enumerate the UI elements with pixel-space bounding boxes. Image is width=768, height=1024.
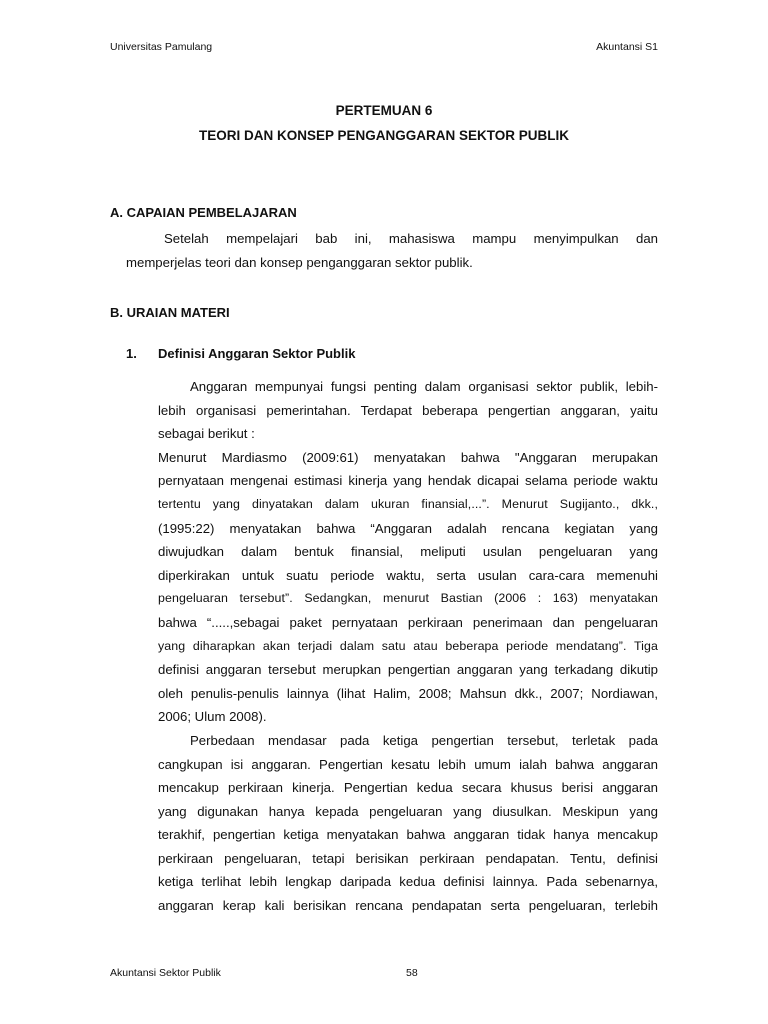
footer-course: Akuntansi Sektor Publik [110,967,221,979]
text-line: yang diharapkan akan terjadi dalam satu atau beberapa periode mendatang”. Tiga [158,638,658,653]
text-line: definisi anggaran tersebut merupkan pengertian anggaran yang terkadang dikutip [158,662,658,678]
running-header [110,41,658,53]
meeting-title: PERTEMUAN 6 [335,103,433,118]
text-line: Perbedaan mendasar pada ketiga pengertian tersebut, terletak pada [190,732,658,748]
text-line: mencakup perkiraan kinerja. Pengertian kedua secara khusus berisi anggaran [158,780,658,796]
text-line: anggaran kerap kali berisikan rencana pendapatan serta pengeluaran, terlebih [158,898,658,914]
text-line: tertentu yang dinyatakan dalam ukuran finansial,...”. Menurut Sugijanto., dkk., [158,496,658,511]
section-b-heading: B. URAIAN MATERI [110,305,230,320]
text-line: bahwa “.....,sebagai paket pernyataan perkiraan penerimaan dan pengeluaran [158,614,658,630]
text-line: ketiga terlihat lebih lengkap daripada kedua definisi lainnya. Pada sebenarnya, [158,874,658,890]
body-paragraphs [158,375,658,918]
text-line: terakhif, pengertian ketiga menyatakan bahwa anggaran tidak hanya mencakup [158,827,658,843]
header-institution: Universitas Pamulang [110,41,213,53]
text-line: Setelah mempelajari bab ini, mahasiswa mampu menyimpulkan dan [164,231,658,246]
running-footer [110,967,658,979]
text-line: (1995:22) menyatakan bahwa “Anggaran adalah rencana kegiatan yang [158,520,658,536]
header-program: Akuntansi S1 [596,41,658,53]
section-a-heading: A. CAPAIAN PEMBELAJARAN [110,205,297,220]
text-line: 2006; Ulum 2008). [158,709,267,725]
text-line: pernyataan mengenai estimasi kinerja yang hendak dicapai selama periode waktu [158,473,658,489]
text-line: yang digunakan hanya kepada pengeluaran yang diusulkan. Meskipun yang [158,803,658,819]
text-line: diperkirakan untuk suatu periode waktu, serta usulan cara-cara memenuhi [158,567,658,583]
chapter-title: TEORI DAN KONSEP PENGANGGARAN SEKTOR PUBLIK [198,128,570,143]
text-line: oleh penulis-penulis lainnya (lihat Halim, 2008; Mahsun dkk., 2007; Nordiawan, [158,685,658,701]
text-line: Anggaran mempunyai fungsi penting dalam organisasi sektor publik, lebih- [190,379,658,394]
subsection-heading [126,346,355,361]
subsection-title: Definisi Anggaran Sektor Publik [158,346,356,361]
section-a-paragraph [126,227,658,274]
text-line: lebih organisasi pemerintahan. Terdapat beberapa pengertian anggaran, yaitu [158,402,658,418]
text-line: perkiraan pengeluaran, tetapi berisikan perkiraan pendapatan. Tentu, definisi [158,850,658,866]
text-line: memperjelas teori dan konsep penganggaran sektor publik. [126,254,473,270]
page-number: 58 [406,967,418,979]
subsection-number: 1. [126,346,137,361]
text-line: sebagai berikut : [158,426,255,442]
text-line: Menurut Mardiasmo (2009:61) menyatakan bahwa "Anggaran merupakan [158,449,658,465]
text-line: diwujudkan dalam bentuk finansial, meliputi usulan pengeluaran yang [158,544,658,560]
text-line: pengeluaran tersebut”. Sedangkan, menurut Bastian (2006 : 163) menyatakan [158,591,658,606]
text-line: cangkupan isi anggaran. Pengertian kesatu lebih umum ialah bahwa anggaran [158,756,658,772]
